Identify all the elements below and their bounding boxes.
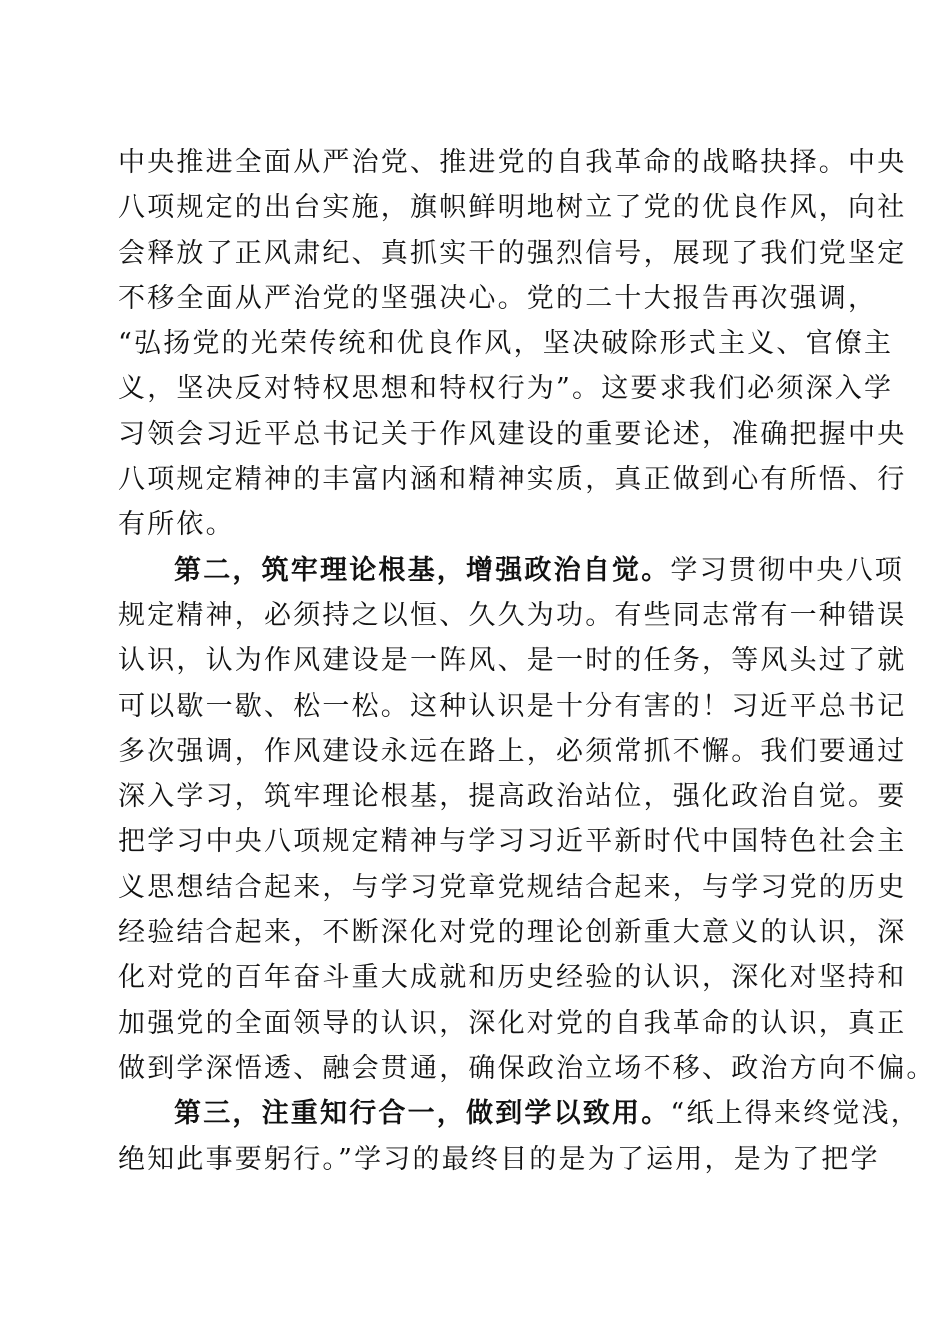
paragraph-2-line: 义思想结合起来，与学习党章党规结合起来，与学习党的历史: [118, 871, 907, 903]
paragraph-2-line: 深入学习，筑牢理论根基，提高政治站位，强化政治自觉。要: [118, 781, 907, 813]
paragraph-2-line: 做到学深悟透、融会贯通，确保政治立场不移、政治方向不偏。: [118, 1052, 936, 1084]
paragraph-2-first-line: [118, 548, 905, 593]
paragraph-2-line: 加强党的全面领导的认识，深化对党的自我革命的认识，真正: [118, 1007, 907, 1039]
paragraph-2-line: 多次强调，作风建设永远在路上，必须常抓不懈。我们要通过: [118, 735, 907, 767]
paragraph-2-line: 把学习中央八项规定精神与学习习近平新时代中国特色社会主: [118, 826, 907, 858]
paragraph-1-line: 不移全面从严治党的坚强决心。党的二十大报告再次强调，: [118, 282, 878, 314]
paragraph-1-line: 有所依。: [118, 509, 235, 541]
paragraph-3-first-line: [118, 1091, 921, 1136]
paragraph-2-line: 可以歇一歇、松一松。这种认识是十分有害的！习近平总书记: [118, 690, 907, 722]
paragraph-1-line: 中央推进全面从严治党、推进党的自我革命的战略抉择。中央: [118, 147, 907, 178]
paragraph-2-line: 认识，认为作风建设是一阵风、是一时的任务，等风头过了就: [118, 645, 907, 677]
paragraph-3-line: 绝知此事要躬行。”学习的最终目的是为了运用，是为了把学: [118, 1143, 880, 1175]
document-body: [118, 140, 936, 1182]
paragraph-2-line: 规定精神，必须持之以恒、久久为功。有些同志常有一种错误: [118, 599, 907, 631]
paragraph-1-line: 会释放了正风肃纪、真抓实干的强烈信号，展现了我们党坚定: [118, 237, 907, 269]
paragraph-2-line: 经验结合起来，不断深化对党的理论创新重大意义的认识，深: [118, 917, 907, 949]
paragraph-2-first-line-text: 学习贯彻中央八项: [670, 554, 905, 586]
paragraph-3-first-line-text: “纸上得来终觉浅，: [670, 1098, 921, 1130]
paragraph-1-line: 八项规定的出台实施，旗帜鲜明地树立了党的优良作风，向社: [118, 192, 907, 224]
paragraph-1-line: 义，坚决反对特权思想和特权行为”。这要求我们必须深入学: [118, 373, 894, 405]
paragraph-1-line: 八项规定精神的丰富内涵和精神实质，真正做到心有所悟、行: [118, 464, 907, 496]
paragraph-2-heading: 第二，筑牢理论根基，增强政治自觉。: [174, 554, 671, 586]
paragraph-1-line: 习领会习近平总书记关于作风建设的重要论述，准确把握中央: [118, 418, 907, 450]
paragraph-3-heading: 第三，注重知行合一，做到学以致用。: [174, 1098, 671, 1130]
paragraph-2-line: 化对党的百年奋斗重大成就和历史经验的认识，深化对坚持和: [118, 962, 907, 994]
paragraph-1-line: “弘扬党的光荣传统和优良作风，坚决破除形式主义、官僚主: [118, 328, 894, 360]
